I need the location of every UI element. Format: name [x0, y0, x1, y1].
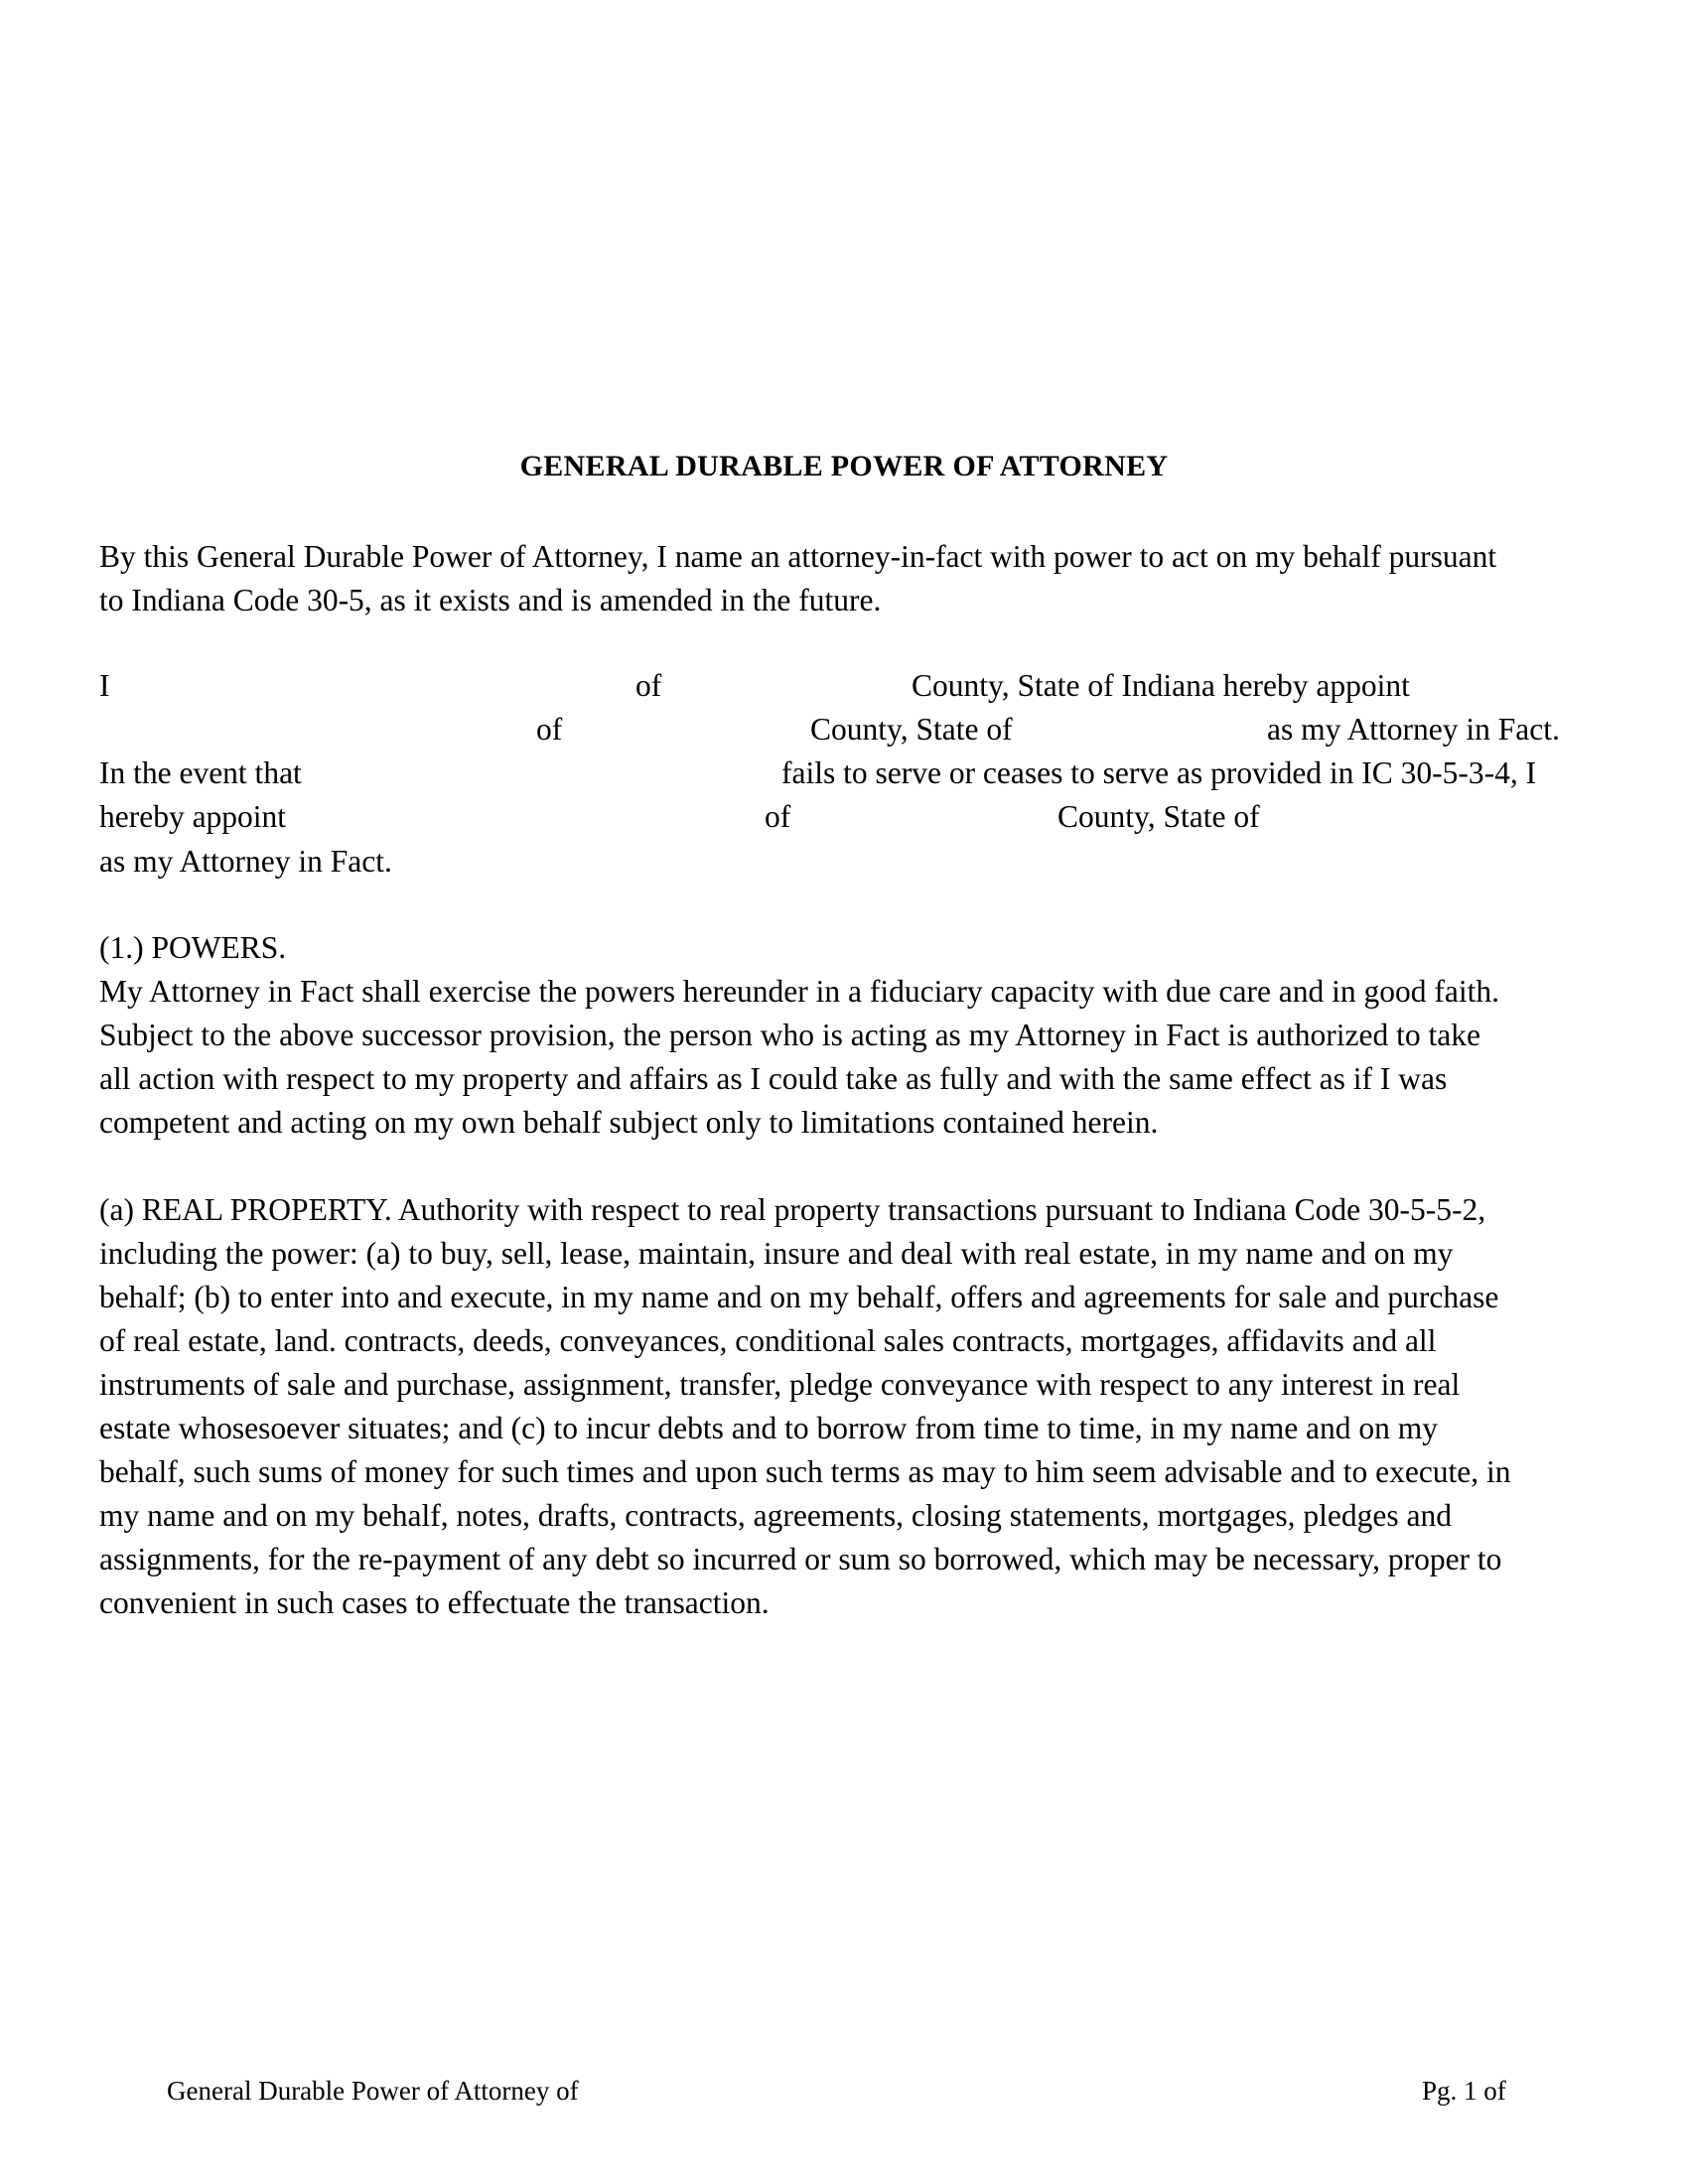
real-property-line: including the power: (a) to buy, sell, lease, maintain, insure and deal with real estate, in my name and on my: [99, 1236, 1454, 1271]
intro-line: By this General Durable Power of Attorney, I name an attorney-in-fact with power to act on my behalf pursuant: [99, 539, 1497, 574]
real-property-line: behalf, such sums of money for such times and upon such terms as may to him seem advisable and to execute, in: [99, 1454, 1511, 1489]
appointment-appoint: hereby appoint: [99, 799, 287, 834]
powers-heading: (1.) POWERS.: [99, 930, 287, 965]
appointment-of: of: [635, 668, 662, 703]
real-property-line: my name and on my behalf, notes, drafts, contracts, agreements, closing statements, mortgages, pledges and: [99, 1498, 1452, 1533]
footer-page-number: Pg. 1 of: [1422, 2076, 1506, 2106]
appointment-county: County, State of: [810, 712, 1013, 747]
appointment-event: In the event that: [99, 755, 302, 790]
real-property-line: estate whosesoever situates; and (c) to incur debts and to borrow from time to time, in my name and on my: [99, 1411, 1439, 1445]
appointment-of: of: [765, 799, 791, 834]
real-property-line: convenient in such cases to effectuate the transaction.: [99, 1585, 770, 1620]
document-title: GENERAL DURABLE POWER OF ATTORNEY: [519, 450, 1169, 482]
appointment-fails: fails to serve or ceases to serve as provided in IC 30-5-3-4, I: [781, 755, 1537, 790]
intro-line: to Indiana Code 30-5, as it exists and is amended in the future.: [99, 583, 882, 617]
powers-line: Subject to the above successor provision, the person who is acting as my Attorney in Fact is authorized to take: [99, 1018, 1480, 1052]
appointment-county: County, State of Indiana hereby appoint: [912, 668, 1410, 703]
appointment-attorney: as my Attorney in Fact.: [1267, 712, 1560, 747]
real-property-line: (a) REAL PROPERTY. Authority with respect to real property transactions pursuant to Indiana Code 30-5-5-2,: [99, 1192, 1486, 1227]
powers-line: competent and acting on my own behalf subject only to limitations contained herein.: [99, 1105, 1159, 1140]
appointment-county: County, State of: [1057, 799, 1260, 834]
appointment-of: of: [536, 712, 563, 747]
powers-line: My Attorney in Fact shall exercise the powers hereunder in a fiduciary capacity with due care and in good faith.: [99, 974, 1500, 1009]
real-property-line: assignments, for the re-payment of any debt so incurred or sum so borrowed, which may be necessary, proper to: [99, 1542, 1502, 1576]
powers-line: all action with respect to my property and affairs as I could take as fully and with the same effect as if I was: [99, 1061, 1448, 1096]
real-property-line: of real estate, land. contracts, deeds, conveyances, conditional sales contracts, mortgages, affidavits and all: [99, 1323, 1437, 1358]
real-property-line: instruments of sale and purchase, assignment, transfer, pledge conveyance with respect to any interest in real: [99, 1367, 1461, 1402]
appointment-i: I: [99, 668, 110, 703]
appointment-attorney: as my Attorney in Fact.: [99, 844, 392, 879]
footer-title: General Durable Power of Attorney of: [167, 2076, 579, 2106]
real-property-line: behalf; (b) to enter into and execute, in my name and on my behalf, offers and agreements for sale and purchase: [99, 1280, 1499, 1314]
